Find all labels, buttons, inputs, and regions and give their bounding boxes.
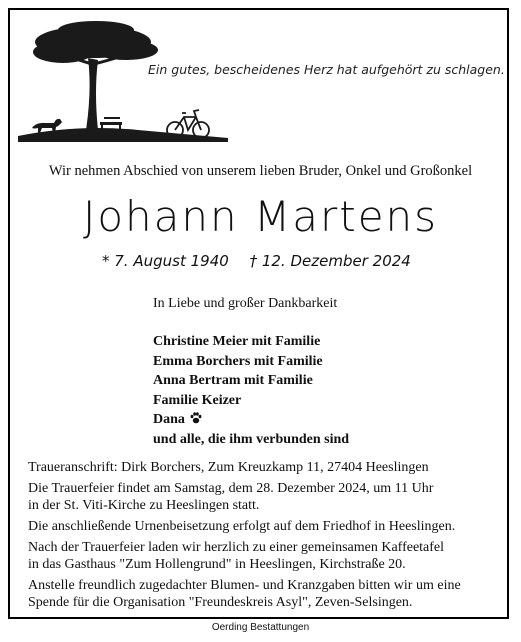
death-date: † 12. Dezember 2024 [249,252,411,270]
intro-line: In Liebe und großer Dankbarkeit [153,296,338,311]
ceremony-notice [28,480,498,514]
life-dates [102,252,442,270]
coffee-notice [28,539,498,573]
mourner-item: und alle, die ihm verbunden sind [153,431,350,447]
mourner-list [153,332,349,450]
donation-line: Anstelle freundlich zugedachter Blumen- und Kranzgaben bitten wir um eine [28,578,461,593]
ceremony-line: in der St. Viti-Kirche zu Heeslingen statt. [28,498,260,513]
mourner-item-label: Dana [153,412,185,428]
mourner-item: Emma Borchers mit Familie [153,353,323,369]
birth-date: * 7. August 1940 [102,252,229,270]
farewell-line: Wir nehmen Abschied von unserem lieben Bruder, Onkel und Großonkel [48,163,473,179]
tree-dog-bench-bicycle-icon [18,20,228,150]
mourner-item: Familie Keizer [153,392,242,408]
mourner-item: Anna Bertram mit Familie [153,373,313,389]
ceremony-line: Die Trauerfeier findet am Samstag, dem 28. Dezember 2024, um 11 Uhr [28,481,434,496]
donation-notice [28,577,498,611]
mourner-item: Christine Meier mit Familie [153,334,321,349]
coffee-line: in das Gasthaus "Zum Hollengrund" in Heeslingen, Kirchstraße 20. [28,557,406,572]
coffee-line: Nach der Trauerfeier laden wir herzlich zu einer gemeinsamen Kaffeetafel [28,540,445,555]
deceased-name: Johann Martens [82,192,439,241]
mourner-item-dana [153,410,349,430]
donation-line: Spende für die Organisation "Freundeskreis Asyl", Zeven-Selsingen. [28,595,413,610]
notices [28,459,498,615]
paw-icon [189,411,203,425]
mourning-address: Traueranschrift: Dirk Borchers, Zum Kreuzkamp 11, 27404 Heeslingen [28,460,429,475]
burial-notice: Die anschließende Urnenbeisetzung erfolgt auf dem Friedhof in Heeslingen. [28,519,456,534]
undertaker-credit: Oerding Bestattungen [211,622,310,633]
motto: Ein gutes, bescheidenes Herz hat aufgehört zu schlagen. [148,62,505,77]
